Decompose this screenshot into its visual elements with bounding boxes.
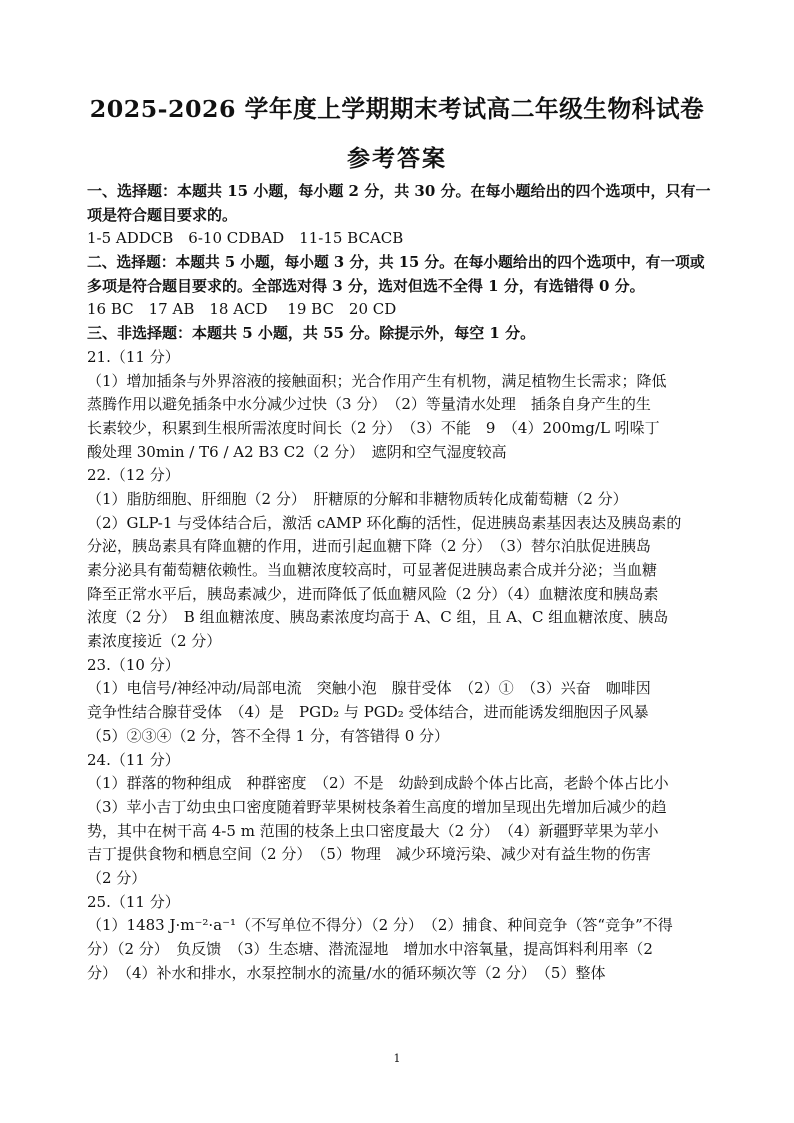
answer-line: （1）1483 J·m⁻²·a⁻¹（不写单位不得分）（2 分） （2）捕食、种间竞争（答“竞争”不得 [87, 916, 673, 935]
answer-line: 素浓度接近（2 分） [87, 632, 222, 651]
answer-line: 分泌，胰岛素具有降血糖的作用，进而引起血糖下降（2 分） （3）替尔泊肽促进胰岛 [87, 537, 651, 556]
page-number: 1 [393, 1052, 401, 1065]
answer-line: 吉丁提供食物和栖息空间（2 分） （5）物理 减少环境污染、减少对有益生物的伤害 [87, 845, 651, 864]
answer-line: （1）群落的物种组成 种群密度 （2）不是 幼龄到成龄个体占比高，老龄个体占比小 [87, 774, 669, 793]
answer-line: （1）脂肪细胞、肝细胞（2 分） 肝糖原的分解和非糖物质转化成葡萄糖（2 分） [87, 489, 628, 508]
answer-line: 分） （4）补水和排水，水泵控制水的流量/水的循环频次等（2 分） （5）整体 [87, 963, 606, 982]
answer-line: （2 分） [87, 868, 147, 887]
section-one-answers: 1-5 ADDCB 6-10 CDBAD 11-15 BCACB [87, 229, 404, 248]
section-three-instructions: 三、非选择题：本题共 5 小题，共 55 分。除提示外，每空 1 分。 [87, 324, 536, 343]
answer-line: 素分泌具有葡萄糖依赖性。当血糖浓度较高时，可显著促进胰岛素合成并分泌；当血糖 [87, 561, 658, 579]
answer-line: 浓度（2 分） B 组血糖浓度、胰岛素浓度均高于 A、C 组，且 A、C 组血糖浓度、胰岛 [87, 608, 669, 627]
answer-line: 降至正常水平后，胰岛素减少，进而降低了低血糖风险（2 分）（4）血糖浓度和胰岛素 [87, 584, 659, 603]
answer-line: 分）（2 分） 负反馈 （3）生态塘、潜流湿地 增加水中溶氧量，提高饵料利用率（2 [87, 940, 653, 958]
answer-line: （5）②③④（2 分，答不全得 1 分，有答错得 0 分） [87, 726, 450, 745]
answer-line: （3）苹小吉丁幼虫虫口密度随着野苹果树枝条着生高度的增加呈现出先增加后减少的趋 [87, 797, 667, 816]
answer-content [87, 180, 711, 985]
question-25-heading: 25.（11 分） [87, 892, 180, 911]
answer-line: （1）电信号/神经冲动/局部电流 突触小泡 腺苷受体 （2）① （3）兴奋 咖啡因 [87, 679, 651, 698]
section-one-instructions-cont: 项是符合题目要求的。 [87, 205, 238, 224]
answer-line: 长素较少，积累到生根所需浓度时间长（2 分） （3）不能 9 （4）200mg/L 吲哚丁 [87, 418, 660, 437]
answer-line: 竞争性结合腺苷受体 （4）是 PGD₂ 与 PGD₂ 受体结合，进而能诱发细胞因子风暴 [87, 703, 649, 722]
answer-line: 蒸腾作用以避免插条中水分减少过快（3 分） （2）等量清水处理 插条自身产生的生 [87, 395, 651, 414]
answer-line: （2）GLP-1 与受体结合后，激活 cAMP 环化酶的活性，促进胰岛素基因表达及胰岛素的 [87, 513, 682, 532]
question-22-heading: 22.（12 分） [87, 466, 180, 485]
question-23-heading: 23.（10 分） [87, 655, 180, 674]
section-two-answers: 16 BC 17 AB 18 ACD 19 BC 20 CD [87, 300, 397, 319]
question-21-heading: 21.（11 分） [87, 347, 180, 366]
section-one-instructions: 一、选择题：本题共 15 小题，每小题 2 分，共 30 分。在每小题给出的四个选项中，只有一 [87, 182, 711, 200]
exam-title: 2025-2026 学年度上学期期末考试高二年级生物科试卷 [89, 95, 705, 123]
section-two-instructions: 二、选择题：本题共 5 小题，每小题 3 分，共 15 分。在每小题给出的四个选项中，有一项或 [87, 254, 705, 272]
answer-line: 势，其中在树干高 4-5 m 范围的枝条上虫口密度最大（2 分） （4）新疆野苹果为苹小 [87, 821, 659, 840]
question-24-heading: 24.（11 分） [87, 750, 180, 769]
answer-key-heading: 参考答案 [347, 145, 447, 172]
answer-line: （1）增加插条与外界溶液的接触面积；光合作用产生有机物，满足植物生长需求；降低 [87, 371, 667, 390]
answer-line: 酸处理 30min / T6 / A2 B3 C2（2 分） 遮阴和空气湿度较高 [87, 442, 507, 461]
section-two-instructions-cont: 多项是符合题目要求的。全部选对得 3 分，选对但选不全得 1 分，有选错得 0 分。 [87, 276, 645, 295]
